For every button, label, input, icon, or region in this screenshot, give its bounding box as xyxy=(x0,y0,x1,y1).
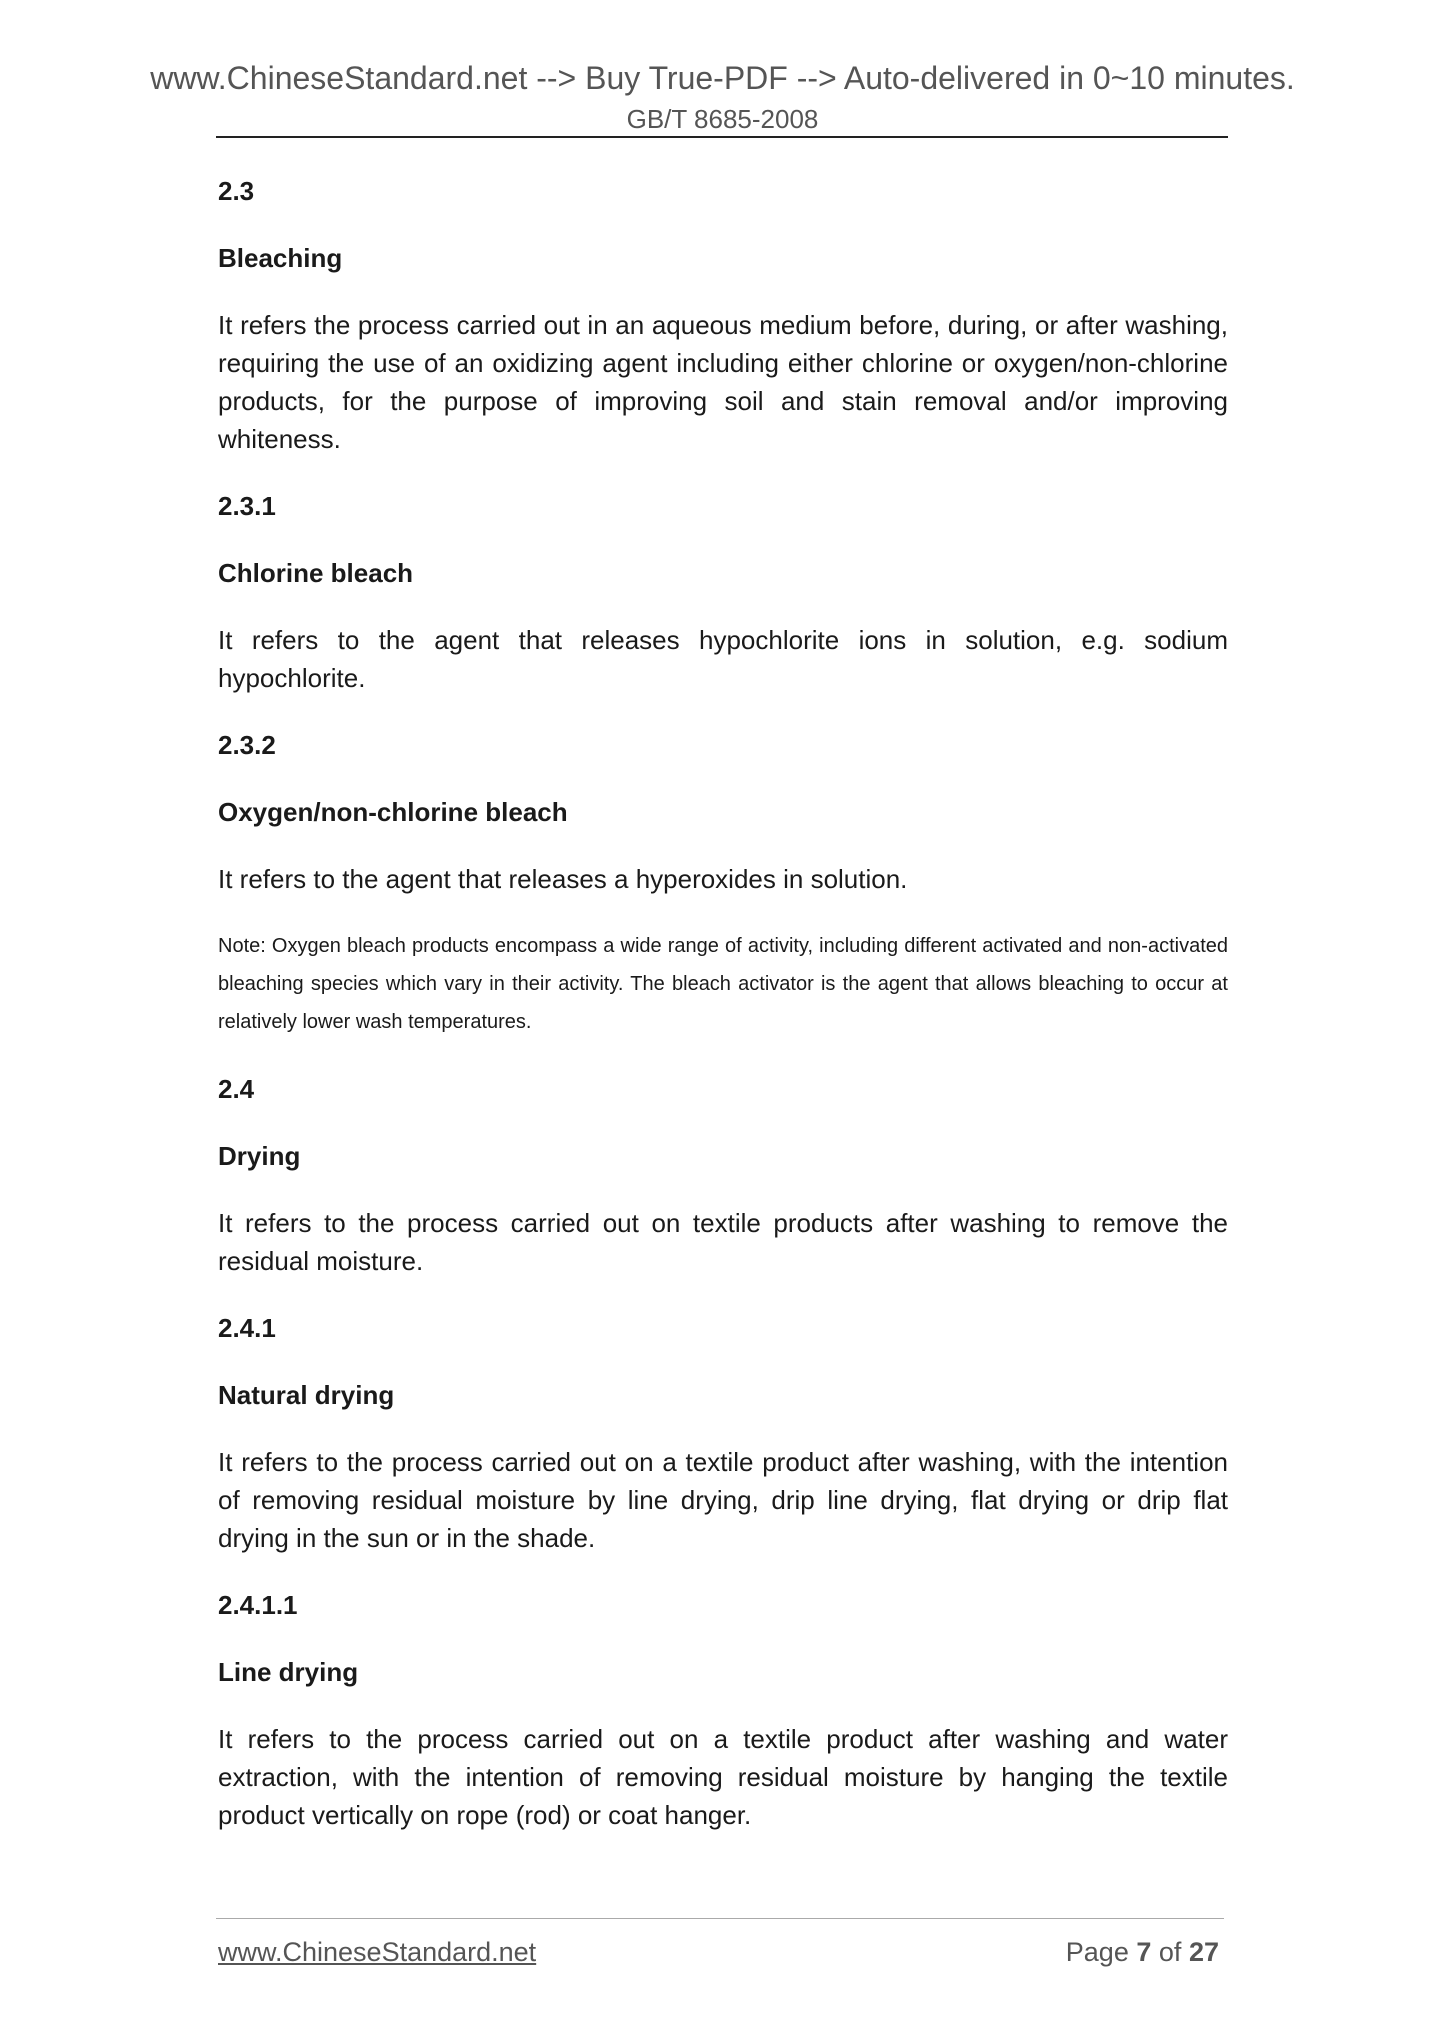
header-banner: www.ChineseStandard.net --> Buy True-PDF --> Auto-delivered in 0~10 minutes. xyxy=(150,60,1295,96)
term-line-drying: Line drying xyxy=(218,1657,359,1687)
page-total: 27 xyxy=(1188,1937,1219,1967)
section-number-2-3-2: 2.3.2 xyxy=(218,730,276,760)
page-indicator xyxy=(1066,1934,1219,1970)
header-divider xyxy=(216,136,1228,138)
definition-bleaching: It refers the process carried out in an aqueous medium before, during, or after washing, requiring the use of an oxidizing agent including either chlorine or oxygen/non-chlorine products, for the purpose of improving soil and stain removal and/or improving whiteness. xyxy=(218,310,1228,454)
footer-divider xyxy=(216,1918,1224,1919)
footer-website-link[interactable]: www.ChineseStandard.net xyxy=(218,1937,537,1967)
term-drying: Drying xyxy=(218,1141,301,1171)
term-oxygen-bleach: Oxygen/non-chlorine bleach xyxy=(218,797,568,827)
section-number-2-4: 2.4 xyxy=(218,1074,255,1104)
section-number-2-3-1: 2.3.1 xyxy=(218,491,276,521)
section-number-2-4-1-1: 2.4.1.1 xyxy=(218,1590,298,1620)
definition-line-drying: It refers to the process carried out on a textile product after washing and water extraction, with the intention of removing residual moisture by hanging the textile product vertically on rope (rod) or coat hanger. xyxy=(218,1724,1228,1830)
term-natural-drying: Natural drying xyxy=(218,1380,395,1410)
standard-number: GB/T 8685-2008 xyxy=(626,104,819,134)
definition-natural-drying: It refers to the process carried out on a textile product after washing, with the intention of removing residual moisture by line drying, drip line drying, flat drying or drip flat drying in the sun or in the shade. xyxy=(218,1447,1228,1553)
section-number-2-3: 2.3 xyxy=(218,176,255,206)
page-of: of xyxy=(1158,1937,1182,1967)
note-oxygen-bleach: Note: Oxygen bleach products encompass a wide range of activity, including different activated and non-activated bleaching species which vary in their activity. The bleach activator is the agent that allows bleaching to occur at relatively lower wash temperatures. xyxy=(218,935,1228,1033)
term-chlorine-bleach: Chlorine bleach xyxy=(218,558,414,588)
definition-oxygen-bleach: It refers to the agent that releases a hyperoxides in solution. xyxy=(218,864,908,894)
term-bleaching: Bleaching xyxy=(218,243,343,273)
page-current: 7 xyxy=(1136,1937,1152,1967)
section-number-2-4-1: 2.4.1 xyxy=(218,1313,276,1343)
definition-chlorine-bleach: It refers to the agent that releases hypochlorite ions in solution, e.g. sodium hypochlorite. xyxy=(218,625,1228,693)
document-body xyxy=(218,172,1228,1863)
definition-drying: It refers to the process carried out on textile products after washing to remove the residual moisture. xyxy=(218,1208,1228,1276)
page-prefix: Page xyxy=(1065,1937,1129,1967)
